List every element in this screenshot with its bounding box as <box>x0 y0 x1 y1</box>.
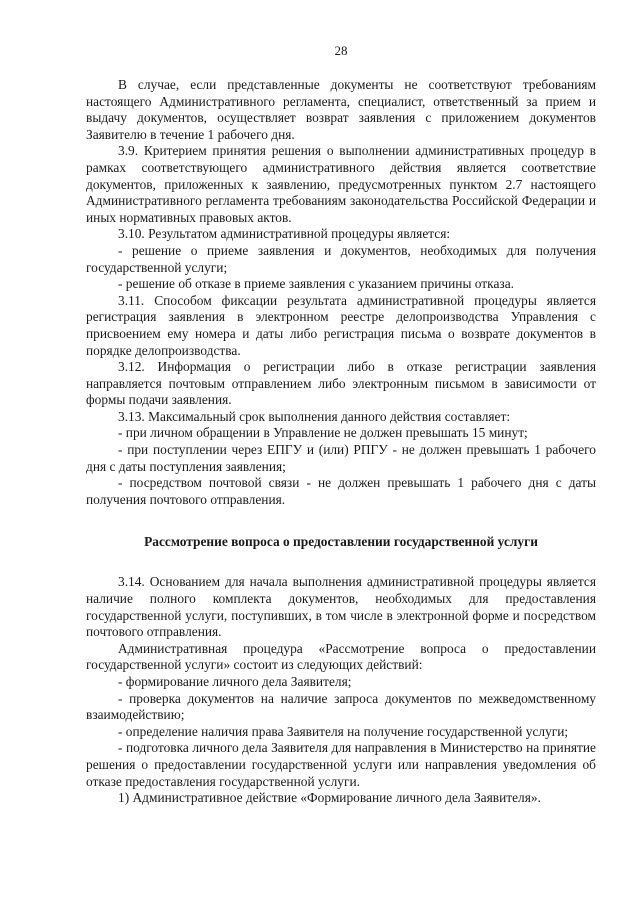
list-item-check-documents: - проверка документов на наличие запроса документов по межведомственному взаимодействию; <box>86 690 596 723</box>
paragraph-3-12: 3.12. Информация о регистрации либо в отказе регистрации заявления направляется почтовым отправлением либо электронным письмом в зависимости от формы подачи заявления. <box>86 359 596 408</box>
page-number: 28 <box>334 43 348 58</box>
list-item-refusal-decision: - решение об отказе в приеме заявления с указанием причины отказа. <box>118 276 514 292</box>
list-item-portal-submission: - при поступлении через ЕПГУ и (или) РПГУ - не должен превышать 1 рабочего дня с даты поступления заявления; <box>86 442 596 474</box>
paragraph-return-documents: В случае, если представленные документы не соответствуют требованиям настоящего Административного регламента, специалист, ответственный за прием и выдачу документов, осуществляет возврат заявления с приложением документов Заявителю в течение 1 рабочего дня. <box>86 77 596 142</box>
section-heading: Рассмотрение вопроса о предоставлении государственной услуги <box>144 534 538 550</box>
list-item-determine-right: - определение наличия права Заявителя на получение государственной услуги; <box>118 723 569 739</box>
paragraph-action-1: 1) Административное действие «Формирование личного дела Заявителя». <box>118 790 541 806</box>
list-item-accept-decision: - решение о приеме заявления и документов, необходимых для получения государственной услуги; <box>86 242 596 275</box>
paragraph-3-14: 3.14. Основанием для начала выполнения административной процедуры является наличие полного комплекта документов, необходимых для предоставления государственной услуги, поступивших, в том числе в электронной форме и посредством почтового отправления. <box>86 574 596 640</box>
paragraph-3-13: 3.13. Максимальный срок выполнения данного действия составляет: <box>118 408 511 424</box>
paragraph-procedure-actions: Административная процедура «Рассмотрение вопроса о предоставлении государственной услуги» состоит из следующих действий: <box>86 640 596 673</box>
list-item-postal-submission: - посредством почтовой связи - не должен превышать 1 рабочего дня с даты получения почтового отправления. <box>86 475 596 507</box>
list-item-prepare-file: - подготовка личного дела Заявителя для направления в Министерство на принятие решения о предоставлении государственной услуги или направления уведомления об отказе предоставления государственной услуги. <box>86 740 596 789</box>
section-review <box>86 574 596 806</box>
section-intake-result <box>86 77 596 508</box>
list-item-form-file: - формирование личного дела Заявителя; <box>118 674 352 689</box>
paragraph-3-10: 3.10. Результатом административной процедуры является: <box>118 226 451 242</box>
paragraph-3-9: 3.9. Критерием принятия решения о выполнении административных процедур в рамках соответствующего административного действия является соответствие документов, приложенных к заявлению, предусмотренных пунктом 2.7 настоящего Административного регламента требованиям законодательства Российской Федерации и иных нормативных правовых актов. <box>86 143 596 225</box>
paragraph-3-11: 3.11. Способом фиксации результата административной процедуры является регистрация заявления в электронном реестре делопроизводства Управления с присвоением ему номера и даты либо регистрация письма о возврате документов в порядке делопроизводства. <box>86 292 596 358</box>
list-item-personal-visit: - при личном обращении в Управление не должен превышать 15 минут; <box>118 425 528 441</box>
